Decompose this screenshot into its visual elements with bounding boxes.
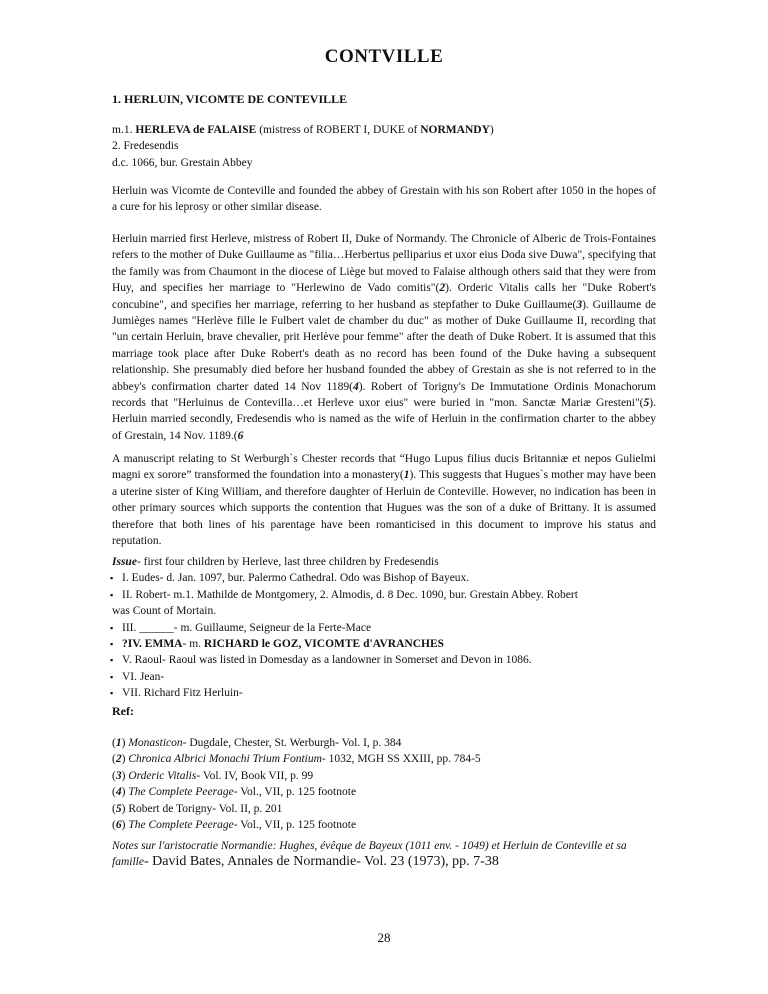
list-item: ▪ V. Raoul- Raoul was listed in Domesday as a landowner in Somerset and Devon in 1086. (112, 652, 656, 668)
m1-bold: NORMANDY (420, 124, 490, 136)
reference-item: (3) Orderic Vitalis- Vol. IV, Book VII, p. 99 (112, 769, 314, 782)
ref-heading: Ref: (112, 704, 134, 718)
ref-title: Monasticon (128, 737, 183, 749)
list-item: ▪ VI. Jean- (112, 669, 656, 685)
ref-number: 1 (115, 737, 122, 749)
ref-number: 3 (115, 769, 122, 782)
text: ). Herluin married secondly, Fredesendis who is named as the wife of Herluin in the confirmation charter to the abbey of Grestain, 14 Nov. 1189.( (112, 397, 656, 442)
ref-mark: 6 (237, 429, 244, 442)
ref-number: 2 (115, 753, 122, 766)
ref-detail: - Vol. IV, Book VII, p. 99 (196, 769, 314, 782)
reference-item: (1) Monasticon- Dugdale, Chester, St. Werburgh- Vol. I, p. 384 (112, 737, 402, 749)
reference-item: (4) The Complete Peerage- Vol., VII, p. 125 footnote (112, 786, 357, 799)
emma-spouse: RICHARD le GOZ, VICOMTE d'AVRANCHES (203, 638, 445, 651)
list-item-emma (112, 636, 656, 652)
ref-detail: - Dugdale, Chester, St. Werburgh- Vol. I, p. 384 (182, 737, 402, 749)
ref-mark: 1 (403, 469, 410, 482)
issue-intro (112, 554, 656, 570)
issue-list (112, 570, 656, 701)
text: ). Guillaume de Jumièges names "Herlève fille le Fulbert valet de chamber du duc" as mother of Duke Guillaume II, recording that "un certain Herluin, brave chevalier, prit Herlève pour femme" after the death of Duke Robert. It is assumed that this marriage took place after Duke Robert's death as no record has been found of the Duke having a subsequent relationship. She presumably died before her husband founded the abbey of Grestain as she is not referred to in the abbey's confirmation charter dated 14 Nov 1189( (112, 298, 656, 393)
ref-title: The Complete Peerage (128, 786, 234, 799)
ref-detail: Robert de Torigny- Vol. II, p. 201 (128, 802, 283, 815)
notes-title: Notes sur l'aristocratie Normandie: Hughes, évêque de Bayeux (1011 env. - 1049) et Herluin de Conteville et sa famille (112, 840, 627, 869)
issue-intro-text: - first four children by Herleve, last three children by Fredesendis (136, 556, 439, 568)
ref-title: Chronica Albrici Monachi Trium Fontium (128, 753, 322, 766)
marriage-1 (112, 122, 656, 138)
m1-name: HERLEVA de FALAISE (135, 124, 257, 136)
notes-citation (112, 838, 656, 871)
ref-detail: - Vol., VII, p. 125 footnote (233, 786, 357, 799)
marriage-block (112, 122, 656, 171)
ref-detail: - Vol., VII, p. 125 footnote (233, 819, 357, 832)
reference-list (112, 735, 656, 833)
reference-item: (6) The Complete Peerage- Vol., VII, p. 125 footnote (112, 819, 357, 832)
text: ). Orderic Vitalis calls her "Duke Robert's concubine", and specifies her marriage, referring to her husband as stepfather to Duke Guillaume( (112, 282, 656, 311)
text: ). Robert of Torigny's De Immutatione Ordinis Monachorum records that "Herluinus de Contevilla…et Herleve uxor eius" were buried in "mon. Sanctæ Mariæ Gresteni"( (112, 380, 656, 410)
m1-mid: (mistress of ROBERT I, DUKE of (259, 124, 418, 136)
list-item: ▪ II. Robert- m.1. Mathilde de Montgomery, 2. Almodis, d. 8 Dec. 1090, bur. Grestain Abbey. Robert (112, 587, 656, 603)
paragraph-manuscript (112, 451, 656, 549)
list-item-continuation: was Count of Mortain. (112, 605, 217, 618)
ref-mark: 2 (439, 282, 446, 295)
death-record: d.c. 1066, bur. Grestain Abbey (112, 156, 253, 169)
issue-label: Issue (112, 556, 137, 568)
m1-prefix: m.1. (112, 124, 133, 136)
section-heading: 1. HERLUIN, VICOMTE DE CONTEVILLE (112, 92, 348, 106)
text: ). This suggests that Hugues`s mother may have been a uterine sister of King William, and therefore daughter of Herluin de Conteville. However, no indication has been in other primary sources which supports the contention that Hugues was the son of a duke of Brittany. It is assumed therefore that both lines of his parentage have been romanticised in this document to improve his status and reputation. (112, 469, 656, 548)
page-title: CONTVILLE (324, 46, 444, 67)
list-item: ▪ III. ______- m. Guillaume, Seigneur de la Ferte-Mace (112, 620, 656, 636)
text: A manuscript relating to St Werburgh`s Chester records that “Hugo Lupus filius ducis Britanniæ et nepos Gulielmi magni ex sorore” transformed the foundation into a monastery( (112, 453, 656, 482)
ref-number: 4 (115, 786, 122, 799)
page-number: 28 (377, 930, 391, 945)
marriage-2: 2. Fredesendis (112, 140, 179, 153)
reference-item: (5) Robert de Torigny- Vol. II, p. 201 (112, 802, 283, 815)
emma-name: ?IV. EMMA (122, 638, 183, 651)
ref-mark: 4 (352, 380, 359, 393)
list-item: ▪ I. Eudes- d. Jan. 1097, bur. Palermo Cathedral. Odo was Bishop of Bayeux. (112, 570, 656, 586)
reference-item: (2) Chronica Albrici Monachi Trium Fontium- 1032, MGH SS XXIII, pp. 784-5 (112, 753, 481, 766)
m1-end: ) (489, 124, 494, 136)
paragraph-marriage (112, 231, 656, 444)
text: Herluin married first Herleve, mistress of Robert II, Duke of Normandy. The Chronicle of Alberic de Trois-Fontaines refers to the mother of Duke Guillaume as "filia…Herbertus pelliparius et uxor eius Doda sive Duwa", specifying that the family was from Chaumont in the diocese of Liège but moved to Falaise although others said that they were from Huy, and specifies her marriage to "Herlewino de Vado comitis"( (112, 233, 656, 295)
ref-title: The Complete Peerage (128, 819, 234, 832)
list-item: ▪ VII. Richard Fitz Herluin- (112, 685, 656, 701)
ref-mark: 5 (643, 397, 650, 410)
emma-mid: - m. (182, 638, 202, 651)
notes-detail: - David Bates, Annales de Normandie- Vol. 23 (1973), pp. 7-38 (143, 854, 499, 870)
ref-title: Orderic Vitalis (128, 769, 197, 782)
ref-mark: 3 (576, 298, 583, 311)
ref-number: 6 (115, 819, 122, 832)
ref-detail: - 1032, MGH SS XXIII, pp. 784-5 (321, 753, 481, 766)
ref-number: 5 (115, 802, 122, 815)
paragraph-founding: Herluin was Vicomte de Conteville and founded the abbey of Grestain with his son Robert after 1050 in the hopes of a cure for his leprosy or other similar disease. (112, 185, 656, 214)
issue-block (112, 554, 656, 702)
